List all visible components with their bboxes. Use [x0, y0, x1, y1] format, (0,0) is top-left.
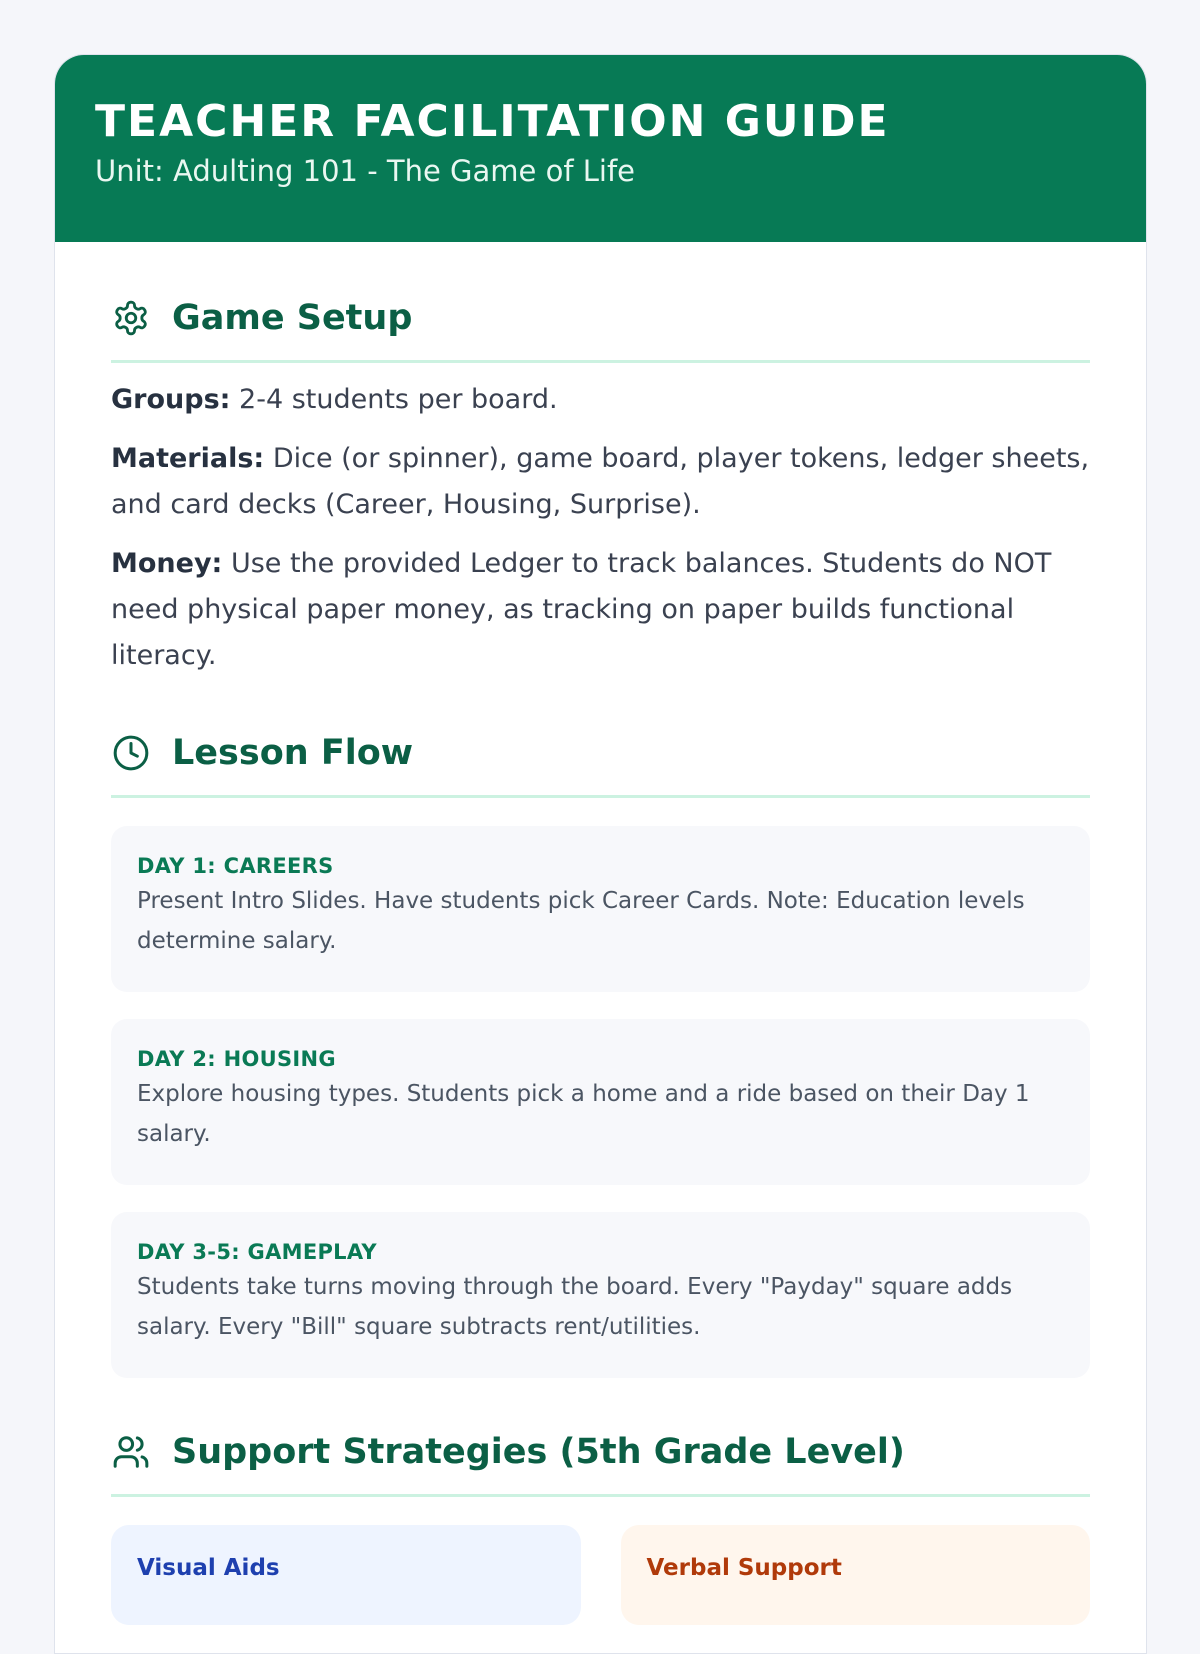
setup-groups-label: Groups: — [111, 384, 231, 415]
section-support-header — [111, 1430, 1090, 1474]
guide-content — [55, 242, 1146, 1625]
users-icon — [111, 1432, 151, 1472]
section-title-lesson-flow: Lesson Flow — [172, 733, 414, 773]
divider — [111, 1494, 1090, 1497]
setup-groups — [111, 377, 1090, 423]
guide-card — [54, 54, 1147, 1654]
guide-header — [55, 55, 1146, 242]
setup-money — [111, 541, 1090, 679]
day-card — [111, 1212, 1090, 1378]
section-game-setup-header — [111, 296, 1090, 340]
day-description: Explore housing types. Students pick a home and a ride based on their Day 1 salary. — [137, 1081, 1030, 1147]
setup-materials-label: Materials: — [111, 443, 265, 474]
day-label: DAY 2: HOUSING — [137, 1047, 336, 1071]
day-label: DAY 1: CAREERS — [137, 854, 334, 878]
gear-icon — [111, 298, 151, 338]
page-title: TEACHER FACILITATION GUIDE — [95, 96, 890, 147]
day-description: Present Intro Slides. Have students pick Career Cards. Note: Education levels determine salary. — [137, 888, 1025, 954]
section-title-game-setup: Game Setup — [172, 298, 413, 338]
setup-groups-text: 2-4 students per board. — [230, 384, 558, 415]
day-label: DAY 3-5: GAMEPLAY — [137, 1240, 377, 1264]
setup-materials-text: Dice (or spinner), game board, player tokens, ledger sheets, and card decks (Career, Housing, Surprise). — [111, 443, 1090, 520]
day-card — [111, 1019, 1090, 1185]
support-boxes — [111, 1525, 1090, 1625]
lesson-flow-list — [111, 798, 1090, 1378]
setup-money-text: Use the provided Ledger to track balances. Students do NOT need physical paper money, as tracking on paper builds functional literacy. — [111, 548, 1052, 671]
visual-aids-title: Visual Aids — [137, 1555, 280, 1581]
verbal-support-title: Verbal Support — [646, 1555, 842, 1581]
setup-materials — [111, 436, 1090, 528]
clock-icon — [111, 733, 151, 773]
section-title-support: Support Strategies (5th Grade Level) — [172, 1432, 905, 1472]
section-lesson-flow-header — [111, 731, 1090, 775]
setup-money-label: Money: — [111, 548, 223, 579]
game-setup-body — [111, 363, 1090, 679]
day-card — [111, 826, 1090, 992]
day-description: Students take turns moving through the board. Every "Payday" square adds salary. Every "Bill" square subtracts rent/utilities. — [137, 1274, 1013, 1340]
unit-subtitle: Unit: Adulting 101 - The Game of Life — [95, 154, 636, 188]
visual-aids-box — [111, 1525, 581, 1625]
verbal-support-box — [621, 1525, 1091, 1625]
